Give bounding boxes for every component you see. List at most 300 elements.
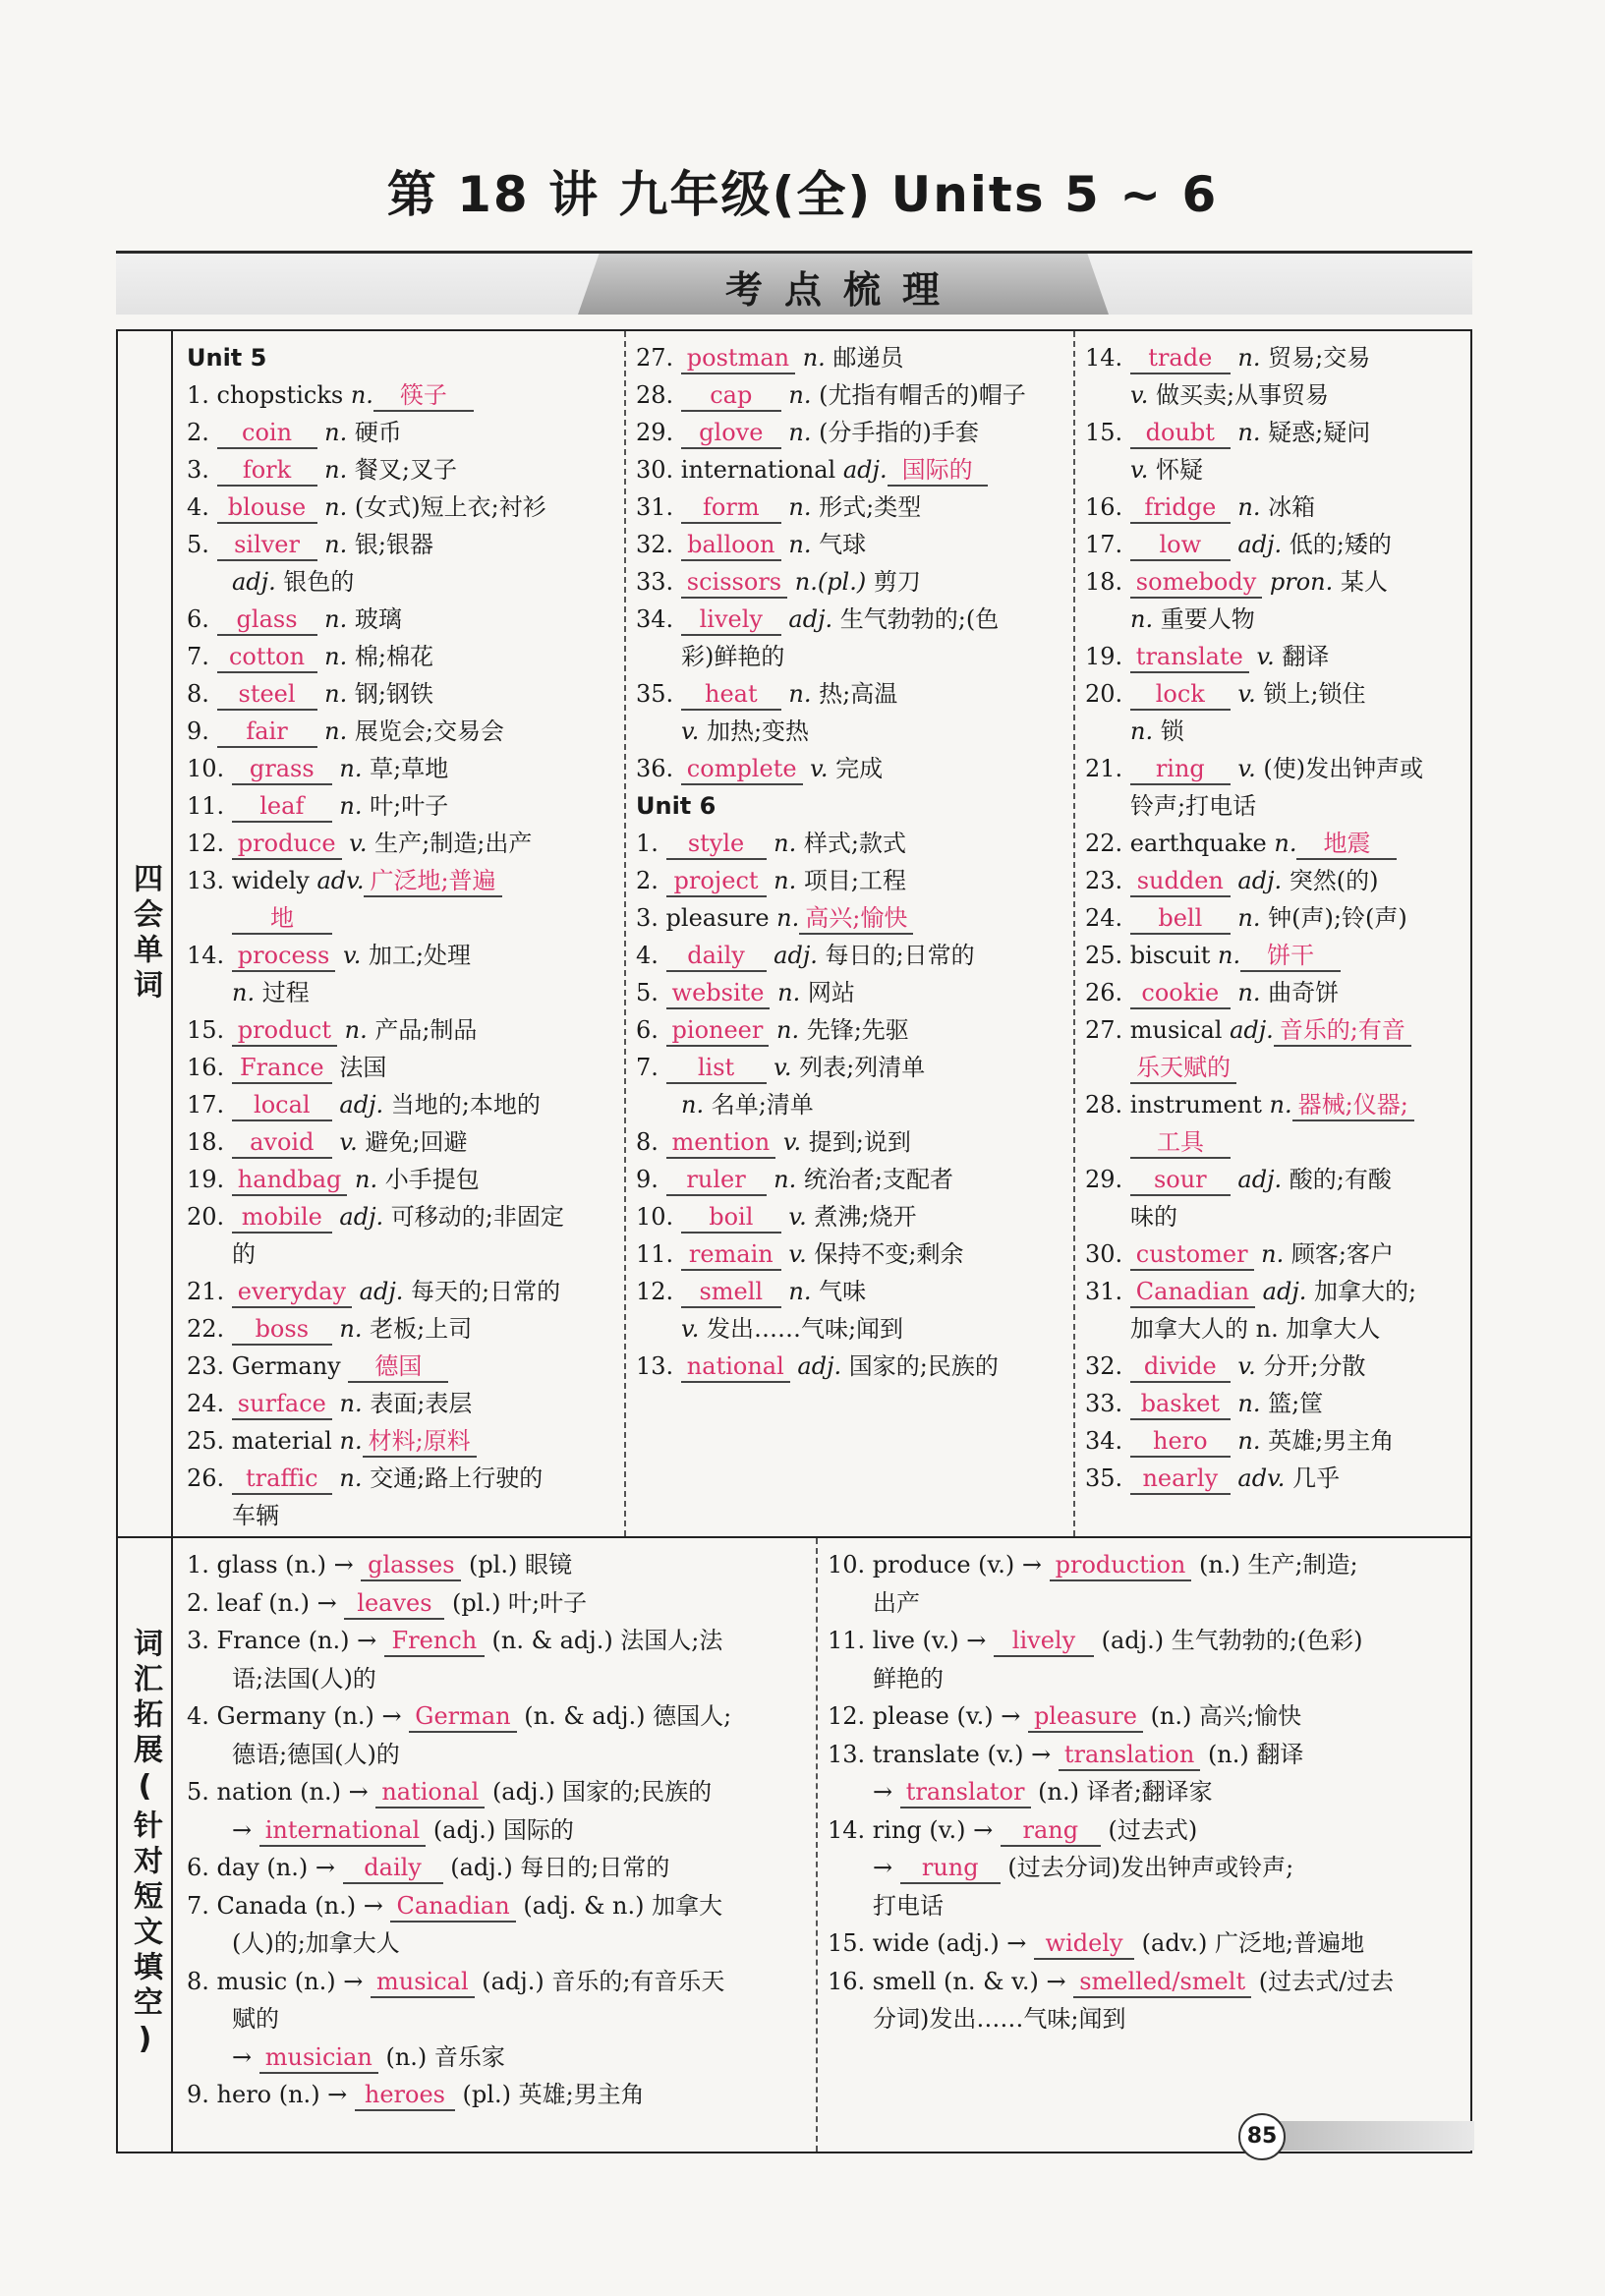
vocab-line <box>1085 526 1473 563</box>
answer-blank: basket <box>1130 1389 1231 1420</box>
vocab-line <box>828 1887 1466 1925</box>
part-of-speech: n. <box>1230 979 1261 1006</box>
definition: 老板;上司 <box>362 1315 473 1343</box>
extension-column-right <box>828 1546 1466 2038</box>
part-of-speech: n. <box>780 419 812 446</box>
vocab-line <box>828 1773 1466 1811</box>
entry-prefix: 9. <box>636 1166 666 1193</box>
vocab-line <box>1085 825 1473 862</box>
part-of-speech: v. <box>331 1128 358 1156</box>
answer-blank: Canadian <box>1130 1277 1255 1308</box>
entry-prefix: 15. wide (adj.) → <box>828 1929 1035 1957</box>
answer-blank: German <box>409 1701 516 1733</box>
entry-prefix: 30. international <box>636 456 843 484</box>
entry-prefix: 15. <box>1085 419 1130 446</box>
part-of-speech: n. <box>766 1166 797 1193</box>
part-of-speech: n. <box>780 381 812 409</box>
answer-blank: heroes <box>355 2080 455 2111</box>
part-of-speech: n. <box>316 605 348 633</box>
definition: 剪刀 <box>866 568 921 596</box>
extension-side-label: 词汇拓展(针对短文填空) <box>118 1538 173 2152</box>
definition: 餐叉;叉子 <box>347 456 457 484</box>
definition: (人)的;加拿大人 <box>232 1929 400 1957</box>
entry-prefix: 33. <box>636 568 681 596</box>
answer-blank: bell <box>1130 903 1231 935</box>
part-of-speech: n. <box>780 531 812 558</box>
entry-prefix: 13. widely <box>187 867 317 894</box>
entry-prefix: 3. France (n.) → <box>187 1627 384 1654</box>
entry-prefix: 6. <box>187 605 217 633</box>
definition: 当地的;本地的 <box>383 1091 541 1119</box>
part-of-speech: n. <box>316 493 348 521</box>
entry-prefix: 34. <box>1085 1427 1130 1455</box>
entry-prefix: 19. <box>1085 643 1130 670</box>
definition: 产品;制品 <box>367 1016 478 1044</box>
part-of-speech: n. <box>1269 1091 1292 1119</box>
entry-prefix: 8. <box>187 680 217 708</box>
entry-prefix: 14. ring (v.) → <box>828 1815 1001 1844</box>
entry-prefix: 7. <box>187 643 217 670</box>
vocab-line <box>1085 339 1473 376</box>
vocab-line <box>187 2000 821 2038</box>
answer-blank: mobile <box>232 1202 332 1234</box>
part-of-speech: n. <box>1230 493 1261 521</box>
definition: 酸的;有酸 <box>1282 1166 1392 1193</box>
answer-blank: blouse <box>217 492 317 524</box>
entry-prefix: 19. <box>187 1166 232 1193</box>
definition: (adj. & n.) 加拿大 <box>515 1891 723 1920</box>
answer-blank: 国际的 <box>888 455 988 487</box>
part-of-speech: v. <box>1130 381 1149 409</box>
definition: (pl.) 眼镜 <box>461 1551 572 1578</box>
answer-blank: smell <box>681 1277 781 1308</box>
definition: 翻译 <box>1274 643 1330 670</box>
vocab-line <box>187 1622 821 1660</box>
definition: 气球 <box>811 531 867 558</box>
entry-prefix: 30. <box>1085 1240 1130 1268</box>
part-of-speech: n.(pl.) <box>787 568 867 596</box>
entry-prefix: 16. smell (n. & v.) → <box>828 1967 1074 1995</box>
definition: 气味 <box>811 1278 867 1305</box>
part-of-speech: v. <box>780 1203 807 1231</box>
part-of-speech: adj. <box>1230 1016 1274 1044</box>
vocab-line <box>1085 713 1473 750</box>
part-of-speech: n. <box>1230 1390 1261 1417</box>
entry-prefix: 18. <box>187 1128 232 1156</box>
part-of-speech: pron. <box>1262 568 1334 596</box>
definition: 名单;清单 <box>704 1091 814 1119</box>
section-banner <box>116 254 1472 315</box>
entry-prefix: → <box>232 1815 259 1844</box>
vocab-line <box>1085 1273 1473 1310</box>
entry-prefix: 35. <box>1085 1464 1130 1492</box>
part-of-speech: n. <box>339 1427 363 1455</box>
part-of-speech: n. <box>331 1464 363 1492</box>
definition: 赋的 <box>232 2005 279 2033</box>
part-of-speech: n. <box>1274 830 1297 857</box>
answer-blank: rang <box>1001 1815 1101 1847</box>
definition: 出产 <box>873 1588 920 1617</box>
definition: 车辆 <box>232 1502 279 1529</box>
definition: 热;高温 <box>811 680 898 708</box>
part-of-speech: adv. <box>316 867 365 894</box>
part-of-speech: n. <box>780 1278 812 1305</box>
vocab-line <box>187 1849 821 1887</box>
definition: 可移动的;非固定 <box>383 1203 564 1231</box>
entry-prefix: 24. <box>1085 904 1130 932</box>
answer-blank: mention <box>666 1127 776 1159</box>
part-of-speech: v. <box>775 1128 802 1156</box>
part-of-speech: n. <box>331 755 363 782</box>
part-of-speech: n. <box>766 867 797 894</box>
definition: (过去分词)发出钟声或铃声; <box>1000 1854 1294 1881</box>
answer-blank: glasses <box>361 1550 461 1581</box>
answer-blank: form <box>681 492 781 524</box>
answer-blank: cotton <box>217 642 317 673</box>
vocab-line <box>1085 488 1473 526</box>
definition: 做买卖;从事贸易 <box>1148 381 1330 409</box>
part-of-speech: adj. <box>352 1278 404 1305</box>
vocab-line <box>828 1811 1466 1850</box>
part-of-speech: n. <box>780 680 812 708</box>
entry-prefix: 12. <box>187 830 232 857</box>
definition: (n. & adj.) 法国人;法 <box>484 1627 723 1654</box>
entry-prefix: 11. <box>636 1240 681 1268</box>
part-of-speech: n. <box>1230 904 1261 932</box>
column-divider <box>1073 331 1075 1536</box>
definition: 低的;矮的 <box>1282 531 1392 558</box>
vocab-line <box>187 1497 722 1534</box>
definition: 发出……气味;闻到 <box>699 1315 904 1343</box>
answer-blank: lock <box>1130 679 1231 711</box>
definition: 项目;工程 <box>796 867 906 894</box>
entry-prefix: 4. <box>187 493 217 521</box>
definition: 锁上;锁住 <box>1255 680 1366 708</box>
vocab-line <box>187 1811 821 1850</box>
entry-prefix: 18. <box>1085 568 1130 596</box>
answer-blank: 地震 <box>1296 829 1397 860</box>
definition: (pl.) 叶;叶子 <box>444 1588 588 1617</box>
answer-blank: 高兴;愉快 <box>799 903 913 935</box>
vocab-line <box>1085 1310 1473 1348</box>
definition: (adv.) 广泛地;普遍地 <box>1134 1929 1365 1957</box>
entry-prefix: 21. <box>1085 755 1130 782</box>
answer-blank: national <box>375 1777 485 1808</box>
entry-prefix: 27. musical <box>1085 1016 1231 1044</box>
part-of-speech: n. <box>1230 1427 1261 1455</box>
entry-prefix: 21. <box>187 1278 232 1305</box>
part-of-speech: adv. <box>1230 1464 1286 1492</box>
part-of-speech: n. <box>316 643 348 670</box>
definition: 打电话 <box>873 1891 944 1920</box>
definition: (分手指的)手套 <box>811 419 979 446</box>
definition: 过程 <box>255 979 310 1006</box>
page-number-badge <box>1238 2113 1474 2154</box>
vocab-line <box>1085 974 1473 1011</box>
definition: (过去式) <box>1100 1815 1198 1844</box>
entry-prefix: 12. please (v.) → <box>828 1702 1028 1730</box>
definition: 顾客;客户 <box>1284 1240 1394 1268</box>
vocab-line <box>828 1849 1466 1887</box>
entry-prefix: 26. <box>1085 979 1130 1006</box>
vocab-line <box>1085 1422 1473 1460</box>
definition: (n.) 音乐家 <box>377 2042 505 2071</box>
answer-blank: handbag <box>232 1165 348 1196</box>
answer-blank: divide <box>1130 1351 1231 1383</box>
vocab-line <box>187 1584 821 1623</box>
answer-blank: 德国 <box>348 1351 448 1383</box>
entry-prefix: 2. leaf (n.) → <box>187 1588 345 1617</box>
entry-prefix: 9. <box>187 718 217 745</box>
vocab-line <box>1085 937 1473 974</box>
part-of-speech: n. <box>337 1016 368 1044</box>
entry-prefix: 22. <box>187 1315 232 1343</box>
entry-prefix: 12. <box>636 1278 681 1305</box>
entry-prefix: 29. <box>636 419 681 446</box>
answer-blank: 地 <box>232 903 332 935</box>
answer-blank: complete <box>681 754 803 785</box>
definition: 先锋;先驱 <box>799 1016 909 1044</box>
answer-blank: avoid <box>232 1127 332 1159</box>
entry-prefix: 1. glass (n.) → <box>187 1551 362 1578</box>
vocab-line <box>187 2038 821 2077</box>
vocab-line <box>828 1660 1466 1698</box>
entry-prefix: 22. earthquake <box>1085 830 1275 857</box>
part-of-speech: adj. <box>1255 1278 1307 1305</box>
part-of-speech: n. <box>316 456 348 484</box>
entry-prefix: 26. <box>187 1464 232 1492</box>
entry-prefix: → <box>232 2042 259 2071</box>
definition: 生产;制造;出产 <box>367 830 533 857</box>
entry-prefix: 6. day (n.) → <box>187 1854 343 1881</box>
part-of-speech: n. <box>331 1315 363 1343</box>
entry-prefix: 28. <box>636 381 681 409</box>
entry-prefix: 31. <box>1085 1278 1130 1305</box>
vocab-line <box>828 1963 1466 2001</box>
entry-prefix: 34. <box>636 605 681 633</box>
definition: 某人 <box>1333 568 1388 596</box>
part-of-speech: n. <box>232 979 256 1006</box>
part-of-speech: adj. <box>1230 1166 1283 1193</box>
definition: (n.) 译者;翻译家 <box>1030 1778 1213 1806</box>
definition: 避免;回避 <box>357 1128 468 1156</box>
vocab-line <box>187 1924 821 1963</box>
extension-column-left <box>187 1546 821 2114</box>
answer-blank: ring <box>1130 754 1231 785</box>
unit-heading: Unit 5 <box>187 344 267 372</box>
part-of-speech: n. <box>795 344 826 372</box>
entry-prefix: 16. <box>1085 493 1130 521</box>
answer-blank: musical <box>371 1967 475 1998</box>
answer-blank: customer <box>1130 1239 1254 1271</box>
answer-blank: glass <box>217 604 317 636</box>
answer-blank: list <box>666 1053 767 1084</box>
definition: 统治者;支配者 <box>796 1166 953 1193</box>
definition: (adj.) 国家的;民族的 <box>485 1778 713 1806</box>
answer-blank: 乐天赋的 <box>1130 1053 1236 1084</box>
entry-prefix: 16. <box>187 1054 232 1081</box>
definition: 味的 <box>1130 1203 1177 1231</box>
vocab-line <box>828 1546 1466 1584</box>
part-of-speech: n. <box>681 1091 705 1119</box>
vocab-line <box>1085 451 1473 488</box>
part-of-speech: adj. <box>842 456 888 484</box>
definition: 表面;表层 <box>362 1390 473 1417</box>
answer-blank: production <box>1050 1550 1192 1581</box>
column-divider <box>816 1538 818 2152</box>
part-of-speech: n. <box>331 792 363 820</box>
entry-prefix: 8. music (n.) → <box>187 1967 371 1995</box>
part-of-speech: n. <box>1253 1240 1285 1268</box>
vocab-line <box>1085 675 1473 713</box>
answer-blank: translate <box>1130 642 1249 673</box>
definition: 网站 <box>800 979 855 1006</box>
vocab-line <box>187 1546 821 1584</box>
entry-prefix: 25. material <box>187 1427 340 1455</box>
entry-prefix: 24. <box>187 1390 232 1417</box>
answer-blank: translation <box>1059 1740 1200 1771</box>
answer-blank: 筷子 <box>373 380 474 412</box>
definition: 国家的;民族的 <box>841 1352 999 1380</box>
vocab-side-label: 四会单词 <box>118 331 173 1536</box>
entry-prefix: 32. <box>636 531 681 558</box>
definition: 几乎 <box>1285 1464 1341 1492</box>
part-of-speech: v. <box>1130 456 1149 484</box>
part-of-speech: n. <box>316 718 348 745</box>
definition: (adj.) 国际的 <box>426 1815 574 1844</box>
entry-prefix: 4. <box>636 942 666 969</box>
entry-prefix: 3. pleasure <box>636 904 777 932</box>
answer-blank: style <box>666 829 767 860</box>
answer-blank: French <box>384 1626 485 1657</box>
answer-blank: smelled/smelt <box>1073 1967 1251 1998</box>
entry-prefix: 11. live (v.) → <box>828 1627 994 1654</box>
entry-prefix: 20. <box>187 1203 232 1231</box>
definition: 曲奇饼 <box>1260 979 1340 1006</box>
definition: (女式)短上衣;衬衫 <box>347 493 546 521</box>
answer-blank: balloon <box>681 530 781 561</box>
entry-prefix: 1. chopsticks <box>187 381 351 409</box>
part-of-speech: adj. <box>331 1203 384 1231</box>
answer-blank: 工具 <box>1130 1127 1231 1159</box>
vocab-line <box>828 1736 1466 1774</box>
entry-prefix: 7. <box>636 1054 666 1081</box>
answer-blank: hero <box>1130 1426 1231 1458</box>
vocab-line <box>828 2000 1466 2038</box>
definition: 草;草地 <box>362 755 449 782</box>
definition: 样式;款式 <box>796 830 906 857</box>
part-of-speech: adj. <box>331 1091 384 1119</box>
answer-blank: website <box>666 978 771 1009</box>
answer-blank: cookie <box>1130 978 1231 1009</box>
vocab-line <box>1085 601 1473 638</box>
definition: 银色的 <box>275 568 355 596</box>
entry-prefix: → <box>873 1854 900 1881</box>
entry-prefix: 17. <box>1085 531 1130 558</box>
entry-prefix: 17. <box>187 1091 232 1119</box>
part-of-speech: adj. <box>780 605 833 633</box>
definition: 分词)发出……气味;闻到 <box>873 2005 1126 2033</box>
vocab-line <box>187 1460 722 1497</box>
entry-prefix: 9. hero (n.) → <box>187 2081 355 2108</box>
entry-prefix: 23. <box>1085 867 1130 894</box>
answer-blank: glove <box>681 418 781 449</box>
part-of-speech: v. <box>341 830 368 857</box>
part-of-speech: n. <box>1218 942 1241 969</box>
definition: 每天的;日常的 <box>403 1278 561 1305</box>
page-number-bar <box>1268 2121 1474 2151</box>
answer-blank: 广泛地;普遍 <box>364 866 501 897</box>
definition: 篮;筐 <box>1260 1390 1324 1417</box>
definition: (adj.) 音乐的;有音乐天 <box>474 1967 725 1995</box>
part-of-speech: n. <box>1230 419 1261 446</box>
part-of-speech: n. <box>347 1166 378 1193</box>
entry-prefix: 1. <box>636 830 666 857</box>
answer-blank: silver <box>217 530 317 561</box>
vocab-line <box>828 1584 1466 1623</box>
definition: 保持不变;剩余 <box>806 1240 964 1268</box>
vocab-line <box>187 1697 821 1736</box>
part-of-speech: v. <box>1230 755 1256 782</box>
vocab-line <box>187 1773 821 1811</box>
vocab-line <box>1085 787 1473 825</box>
part-of-speech: n. <box>1130 605 1154 633</box>
entry-prefix: 27. <box>636 344 681 372</box>
part-of-speech: v. <box>1230 680 1256 708</box>
part-of-speech: n. <box>316 531 348 558</box>
entry-prefix: 10. produce (v.) → <box>828 1551 1050 1578</box>
answer-blank: musician <box>259 2042 378 2074</box>
vocab-line <box>1085 750 1473 787</box>
part-of-speech: adj. <box>1230 867 1283 894</box>
answer-blank: produce <box>232 829 342 860</box>
answer-blank: 器械;仪器; <box>1292 1090 1414 1121</box>
definition: (尤指有帽舌的)帽子 <box>811 381 1026 409</box>
part-of-speech: v. <box>1248 643 1275 670</box>
vocab-line <box>1085 899 1473 937</box>
entry-prefix: 7. Canada (n.) → <box>187 1891 391 1920</box>
answer-blank: cap <box>681 380 781 412</box>
answer-blank: boil <box>681 1202 781 1234</box>
part-of-speech: n. <box>1230 344 1261 372</box>
entry-prefix: 3. <box>187 456 217 484</box>
answer-blank: lively <box>994 1626 1094 1657</box>
answer-blank: leaves <box>344 1588 444 1620</box>
answer-blank: nearly <box>1130 1464 1231 1495</box>
answer-blank: grass <box>232 754 332 785</box>
entry-prefix: 25. biscuit <box>1085 942 1218 969</box>
vocab-line <box>1085 1011 1473 1049</box>
part-of-speech: v. <box>681 718 700 745</box>
definition: 形式;类型 <box>811 493 922 521</box>
answer-blank: doubt <box>1130 418 1231 449</box>
answer-blank: 饼干 <box>1240 941 1341 972</box>
vocab-line <box>1085 1235 1473 1273</box>
extension-table <box>116 1538 1472 2153</box>
answer-blank: national <box>681 1351 790 1383</box>
answer-blank: project <box>666 866 767 897</box>
definition: 冰箱 <box>1260 493 1316 521</box>
definition: (使)发出钟声或 <box>1255 755 1424 782</box>
part-of-speech: adj. <box>766 942 818 969</box>
definition: 小手提包 <box>377 1166 480 1193</box>
answer-blank: Canadian <box>390 1891 515 1923</box>
part-of-speech: n. <box>770 979 801 1006</box>
entry-prefix: 35. <box>636 680 681 708</box>
answer-blank: boss <box>232 1314 332 1346</box>
vocab-line <box>1085 1086 1473 1123</box>
entry-prefix: → <box>873 1778 900 1806</box>
